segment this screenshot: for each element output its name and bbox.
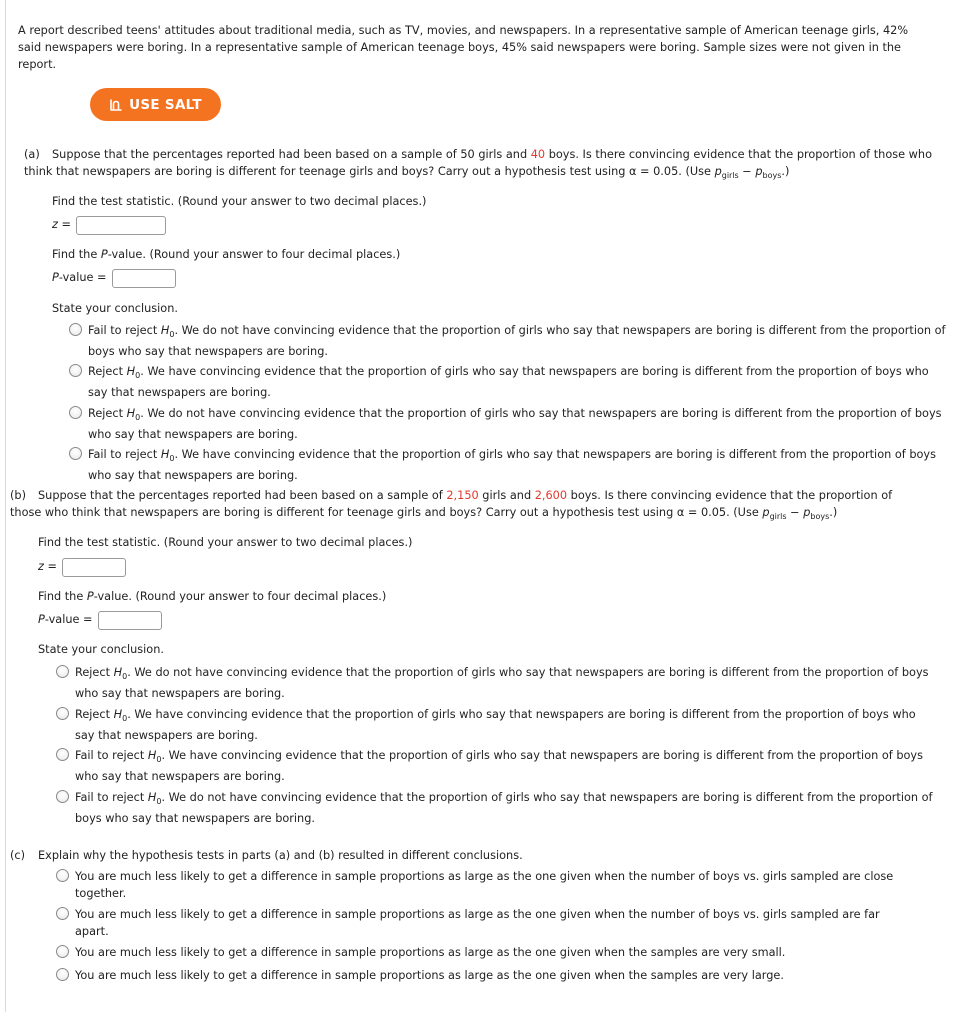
part-b-boys-count: 2,600 (534, 489, 568, 502)
use-salt-label: USE SALT (129, 96, 202, 113)
part-c-option-3[interactable]: You are much less likely to get a difference in sample proportions as large as the one given when the samples are very small. (56, 944, 906, 961)
part-b-option-4[interactable]: Fail to reject $H_0$. We do not have convincing evidence that the proportion of girls who say that newspapers are boring is different from the proportion of boys who say that newspapers are boring. (56, 789, 936, 827)
part-a-conclusion-prompt: State your conclusion. (52, 302, 178, 315)
part-a-label: (a) (24, 148, 40, 161)
alpha-value: α = 0.05 (629, 165, 679, 178)
radio-button[interactable] (56, 907, 69, 920)
part-c-question: (c) Explain why the hypothesis tests in parts (a) and (b) resulted in different conclusions. (10, 849, 523, 862)
part-a-boys-count: 40 (530, 148, 546, 161)
part-a-option-4[interactable]: Fail to reject $H_0$. We have convincing evidence that the proportion of girls who say that newspapers are boring is different from the proportion of boys who say that newspapers are boring. (69, 446, 949, 484)
part-b-option-2[interactable]: Reject $H_0$. We have convincing evidence that the proportion of girls who say that newspapers are boring is different from the proportion of boys who say that newspapers are boring. (56, 706, 936, 744)
part-c-option-2[interactable]: You are much less likely to get a difference in sample proportions as large as the one given when the number of boys vs. girls sampled are far apart. (56, 906, 906, 940)
part-a-p-value-row: P-value = (52, 267, 176, 289)
use-salt-button[interactable] (90, 88, 221, 121)
radio-button[interactable] (56, 707, 69, 720)
part-c-option-4[interactable]: You are much less likely to get a difference in sample proportions as large as the one given when the samples are very large. (56, 967, 906, 984)
radio-button[interactable] (56, 748, 69, 761)
part-b-p-value-prompt: Find the P-value. (Round your answer to four decimal places.) (38, 590, 387, 603)
radio-button[interactable] (56, 869, 69, 882)
part-a-option-1[interactable]: Fail to reject $H_0$. We do not have convincing evidence that the proportion of girls who say that newspapers are boring is different from the proportion of boys who say that newspapers are boring. (69, 322, 949, 360)
part-b-test-stat-prompt: Find the test statistic. (Round your answer to two decimal places.) (38, 536, 413, 549)
radio-button[interactable] (69, 364, 82, 377)
part-b-p-value-row: P-value = (38, 609, 162, 631)
salt-icon (109, 98, 123, 112)
part-a-z-input[interactable] (76, 216, 166, 235)
part-b-z-input[interactable] (62, 558, 126, 577)
radio-button[interactable] (56, 968, 69, 981)
problem-intro: A report described teens' attitudes about traditional media, such as TV, movies, and newspapers. In a representative sample of American teenage girls, 42% said newspapers were boring. In a representative sample of American teenage boys, 45% said newspapers were boring. Sample sizes were not given in the report. (18, 24, 909, 71)
part-a-p-value-prompt: Find the P-value. (Round your answer to four decimal places.) (52, 248, 401, 261)
radio-button[interactable] (69, 323, 82, 336)
part-c-option-1[interactable]: You are much less likely to get a difference in sample proportions as large as the one given when the number of boys vs. girls sampled are close together. (56, 868, 906, 902)
radio-button[interactable] (56, 665, 69, 678)
part-a-test-stat-prompt: Find the test statistic. (Round your answer to two decimal places.) (52, 195, 427, 208)
part-a-p-value-input[interactable] (112, 269, 176, 288)
part-b-option-3[interactable]: Fail to reject $H_0$. We have convincing evidence that the proportion of girls who say that newspapers are boring is different from the proportion of boys who say that newspapers are boring. (56, 747, 936, 785)
part-b-question: (b) Suppose that the percentages reported had been based on a sample of 2,150 girls and 2,600 boys. Is there convincing evidence that the proportion of those who think that newspapers are boring is different for teenage girls and boys? Carry out a hypothesis test using α = 0.05. (Use $p_{girls} - p_{boys}$.) (10, 489, 893, 521)
part-b-girls-count: 2,150 (446, 489, 479, 502)
part-a-question: (a) Suppose that the percentages reported had been based on a sample of 50 girls and 40 boys. Is there convincing evidence that the proportion of those who think that newspapers are boring is different for teenage girls and boys? Carry out a hypothesis test using α = 0.05. (Use $p_{girls} - p_{boys}$.) (24, 148, 932, 180)
radio-button[interactable] (56, 945, 69, 958)
left-divider (5, 0, 6, 1012)
part-a-option-3[interactable]: Reject $H_0$. We do not have convincing evidence that the proportion of girls who say that newspapers are boring is different from the proportion of boys who say that newspapers are boring. (69, 405, 949, 443)
part-a-option-2[interactable]: Reject $H_0$. We have convincing evidence that the proportion of girls who say that newspapers are boring is different from the proportion of boys who say that newspapers are boring. (69, 363, 949, 401)
part-b-p-value-input[interactable] (98, 611, 162, 630)
part-c-label: (c) (10, 849, 26, 862)
part-b-option-1[interactable]: Reject $H_0$. We do not have convincing evidence that the proportion of girls who say that newspapers are boring is different from the proportion of boys who say that newspapers are boring. (56, 664, 936, 702)
radio-button[interactable] (69, 406, 82, 419)
part-b-conclusion-prompt: State your conclusion. (38, 643, 164, 656)
radio-button[interactable] (56, 790, 69, 803)
part-a-z-row: z = (52, 214, 166, 236)
part-b-label: (b) (10, 489, 26, 502)
part-b-z-row: z = (38, 556, 126, 578)
radio-button[interactable] (69, 447, 82, 460)
